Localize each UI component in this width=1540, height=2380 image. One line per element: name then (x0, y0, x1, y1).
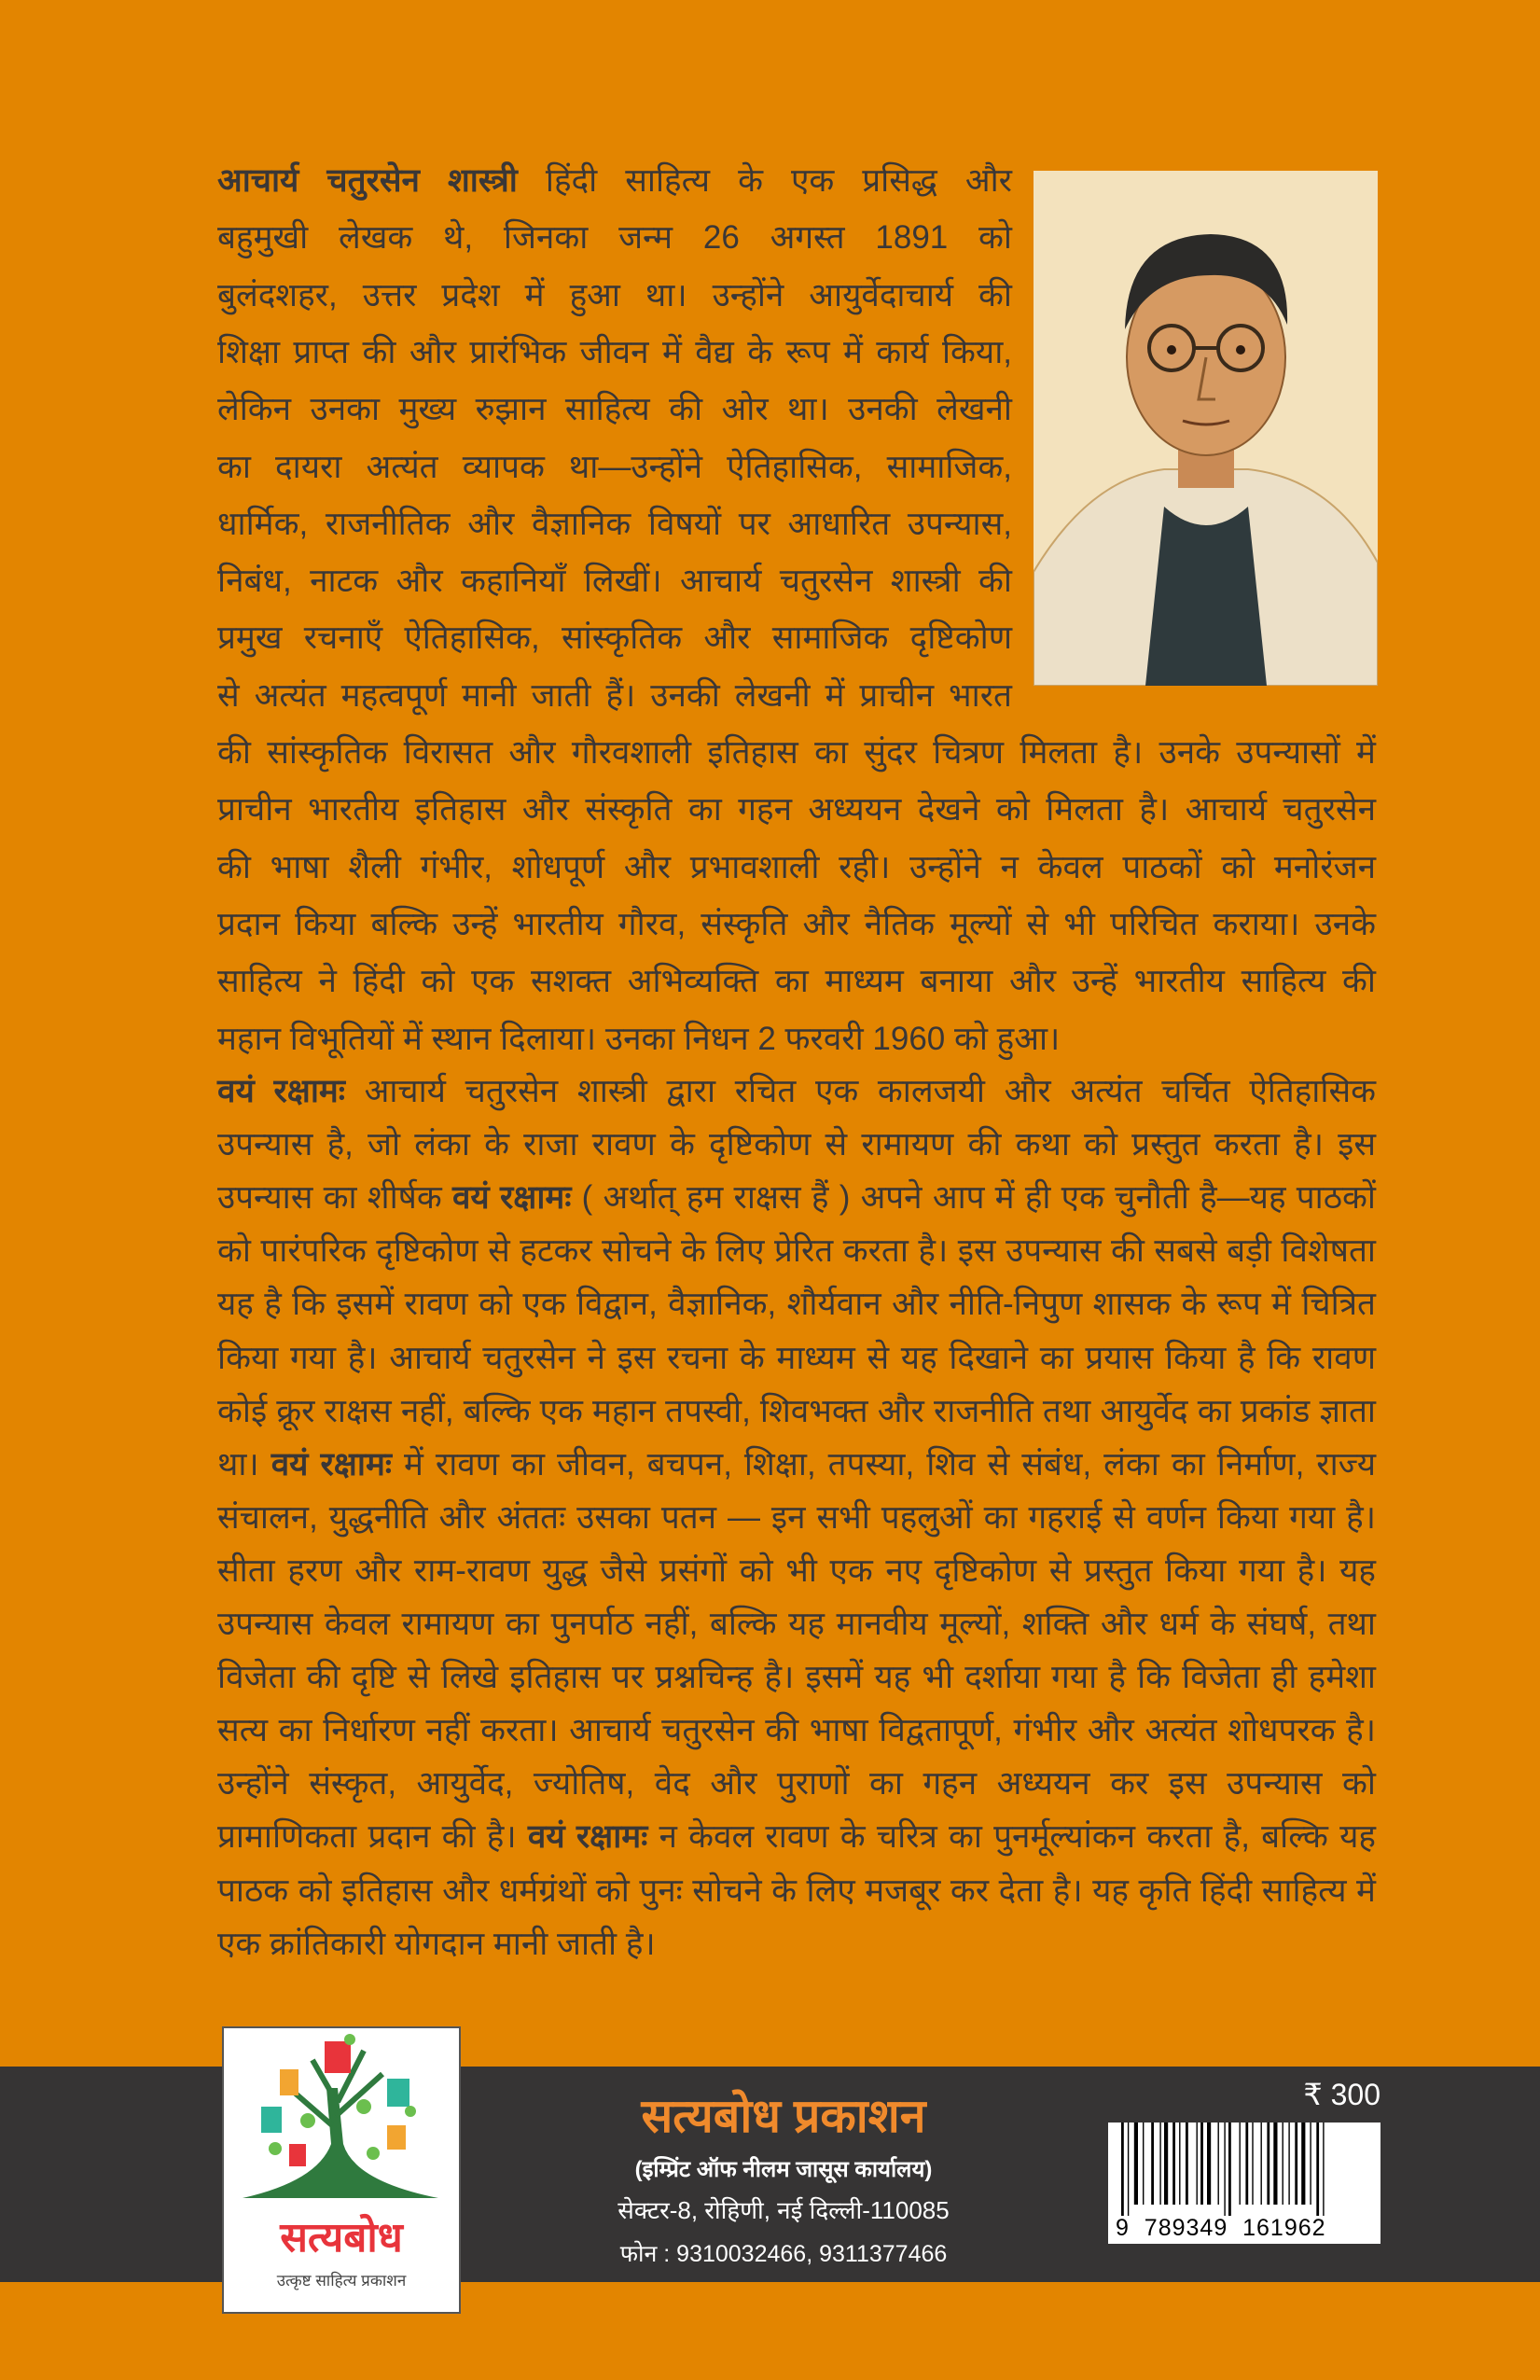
barcode-bar (1121, 2123, 1124, 2216)
logo-name: सत्यबोध (280, 2215, 403, 2261)
text-segment: की सांस्कृतिक विरासत और गौरवशाली इतिहास का सुंदर चित्रण मिलता है। उनके उपन्यासों में (217, 734, 1376, 771)
text-segment: उपन्यास का शीर्षक (217, 1179, 452, 1217)
barcode-bar (1200, 2123, 1203, 2205)
text-segment: था। (217, 1445, 271, 1482)
text-line (217, 1117, 1376, 1173)
barcode-bar (1295, 2123, 1297, 2205)
text-segment: उपन्यास है, जो लंका के राजा रावण के दृष्टिकोण से रामायण की कथा को प्रस्तुत करता है। इस (217, 1126, 1376, 1163)
text-line (217, 1276, 1376, 1332)
barcode-bar (1143, 2123, 1144, 2205)
text-segment: साहित्य ने हिंदी को एक सशक्त अभिव्यक्ति का माध्यम बनाया और उन्हें भारतीय साहित्य की (217, 963, 1376, 1000)
text-line (217, 325, 1012, 381)
text-segment: ( अर्थात् हम राक्षस हैं ) अपने आप में ही एक चुनौती है—यह पाठकों (571, 1179, 1376, 1217)
text-line (217, 1223, 1376, 1279)
text-line (217, 1437, 1376, 1493)
barcode-bar (1197, 2123, 1198, 2205)
text-segment: कोई क्रूर राक्षस नहीं, बल्कि एक महान तपस्वी, शिवभक्त और राजनीति तथा आयुर्वेद का प्रकांड ज्ञाता (217, 1392, 1376, 1429)
text-line (217, 782, 1376, 838)
barcode-bar (1224, 2123, 1225, 2216)
text-segment: उपन्यास केवल रामायण का पुनर्पाठ नहीं, बल्कि यह मानवीय मूल्यों, शक्ति और धर्म के संघर्ष, तथा (217, 1606, 1376, 1642)
text-segment: सीता हरण और राम-रावण युद्ध जैसे प्रसंगों को भी एक नए दृष्टिकोण से प्रस्तुत किया गया है। यह (217, 1552, 1376, 1589)
text-line (217, 382, 1012, 438)
text-line (217, 1490, 1376, 1546)
text-line (217, 1703, 1376, 1759)
publisher-imprint: (इम्प्रिंट ऑफ नीलम जासूस कार्यालय) (634, 2157, 933, 2182)
barcode-bar (1288, 2123, 1289, 2205)
text-line (217, 725, 1376, 781)
text-segment: शिक्षा प्राप्त की और प्रारंभिक जीवन में वैद्य के रूप में कार्य किया, (217, 333, 1012, 370)
author-portrait (1034, 171, 1378, 686)
barcode-bar (1128, 2123, 1129, 2216)
text-line (217, 1596, 1376, 1652)
text-line (217, 1330, 1376, 1386)
text-line (217, 1863, 1376, 1919)
isbn-barcode (1108, 2123, 1380, 2244)
book-title-emphasis: वयं रक्षामः (217, 1073, 345, 1109)
text-line (217, 553, 1012, 609)
barcode-bar (1240, 2123, 1241, 2205)
book-tree-icon (224, 2032, 459, 2209)
barcode-icon (1117, 2123, 1371, 2216)
barcode-bar (1245, 2123, 1248, 2205)
text-segment: में रावण का जीवन, बचपन, शिक्षा, तपस्या, शिव से संबंध, लंका का निर्माण, राज्य (391, 1445, 1377, 1482)
barcode-bar (1172, 2123, 1175, 2205)
book-title-emphasis: आचार्य चतुरसेन शास्त्री (217, 162, 518, 199)
price: ₹ 300 (1303, 2078, 1380, 2111)
barcode-bar (1134, 2123, 1138, 2205)
text-line (217, 1649, 1376, 1705)
barcode-bar (1273, 2123, 1277, 2205)
text-segment: से अत्यंत महत्वपूर्ण मानी जाती हैं। उनकी लेखनी में प्राचीन भारत (217, 676, 1012, 714)
text-segment: बुलंदशहर, उत्तर प्रदेश में हुआ था। उन्होंने आयुर्वेदाचार्य की (217, 276, 1012, 313)
barcode-bar (1310, 2123, 1311, 2205)
text-segment: किया गया है। आचार्य चतुरसेन ने इस रचना के माध्यम से यह दिखाने का प्रयास किया है कि रावण (217, 1339, 1376, 1376)
text-line (217, 668, 1012, 724)
text-line (217, 1064, 1376, 1120)
barcode-bar (1261, 2123, 1262, 2205)
text-segment: को पारंपरिक दृष्टिकोण से हटकर सोचने के लिए प्रेरित करता है। इस उपन्यास की सबसे बड़ी विशेषता (217, 1232, 1376, 1270)
text-segment: बहुमुखी लेखक थे, जिनका जन्म 26 अगस्त 1891 को (217, 219, 1012, 257)
text-segment: लेकिन उनका मुख्य रुझान साहित्य की ओर था। उनकी लेखनी (217, 391, 1012, 428)
text-line (217, 1011, 1376, 1067)
text-segment: यह है कि इसमें रावण को एक विद्वान, वैज्ञानिक, शौर्यवान और नीति-निपुण शासक के रूप में चित्रित (217, 1286, 1376, 1323)
barcode-bar (1316, 2123, 1319, 2216)
text-line (217, 1543, 1376, 1599)
book-title-emphasis: वयं रक्षामः (271, 1445, 392, 1482)
text-line (217, 439, 1012, 495)
text-line (217, 268, 1012, 324)
text-segment: हिंदी साहित्य के एक प्रसिद्ध और (517, 162, 1012, 199)
text-line (217, 953, 1376, 1009)
barcode-bar (1301, 2123, 1305, 2205)
publisher-phone: फोन : 9310032466, 9311377466 (619, 2241, 948, 2267)
barcode-bar (1164, 2123, 1168, 2205)
publisher-logo (222, 2026, 461, 2314)
barcode-bar (1179, 2123, 1180, 2205)
barcode-bar (1207, 2123, 1211, 2205)
text-line (217, 610, 1012, 666)
text-segment: प्रामाणिकता प्रदान की है। (217, 1818, 528, 1856)
author-portrait-illustration (1034, 171, 1378, 686)
text-segment: विजेता की दृष्टि से लिखे इतिहास पर प्रश्नचिन्ह है। इसमें यह भी दर्शाया गया है कि विजेता ही हमेशा (217, 1659, 1376, 1696)
text-segment: निबंध, नाटक और कहानियाँ लिखीं। आचार्य चतुरसेन शास्त्री की (217, 563, 1012, 600)
text-segment: का दायरा अत्यंत व्यापक था—उन्होंने ऐतिहासिक, सामाजिक, (217, 448, 1012, 485)
barcode-bar (1252, 2123, 1253, 2205)
publisher-name: सत्यबोध प्रकाशन (641, 2090, 926, 2142)
text-line (217, 897, 1376, 953)
text-line (217, 496, 1012, 552)
text-line (217, 153, 1012, 209)
logo-tagline: उत्कृष्ट साहित्य प्रकाशन (276, 2272, 407, 2290)
barcode-bar (1159, 2123, 1160, 2205)
book-title-emphasis: वयं रक्षामः (451, 1179, 572, 1217)
text-segment: एक क्रांतिकारी योगदान मानी जाती है। (217, 1925, 656, 1962)
publisher-address: सेक्टर-8, रोहिणी, नई दिल्ली-110085 (617, 2196, 950, 2224)
barcode-bar (1267, 2123, 1269, 2205)
text-segment: प्राचीन भारतीय इतिहास और संस्कृति का गहन अध्ययन देखने को मिलता है। आचार्य चतुरसेन (217, 791, 1376, 828)
text-segment: उन्होंने संस्कृत, आयुर्वेद, ज्योतिष, वेद और पुराणों का गहन अध्ययन कर इस उपन्यास को (217, 1765, 1376, 1802)
text-segment: धार्मिक, राजनीतिक और वैज्ञानिक विषयों पर आधारित उपन्यास, (217, 505, 1012, 542)
text-segment: सत्य का निर्धारण नहीं करता। आचार्य चतुरसेन की भाषा विद्वतापूर्ण, गंभीर और अत्यंत शोधपरक है। (217, 1712, 1376, 1749)
barcode-bar (1228, 2123, 1231, 2216)
barcode-bar (1186, 2123, 1188, 2205)
barcode-bar (1151, 2123, 1154, 2205)
text-segment: पाठक को इतिहास और धर्मग्रंथों को पुनः सोचने के लिए मजबूर कर देता है। यह कृति हिंदी साहित्य में (217, 1872, 1376, 1909)
text-line (217, 1756, 1376, 1812)
text-line (217, 210, 1012, 266)
book-title-emphasis: वयं रक्षामः (527, 1818, 648, 1856)
text-line (217, 1809, 1376, 1865)
text-segment: की भाषा शैली गंभीर, शोधपूर्ण और प्रभावशाली रही। उन्होंने न केवल पाठकों को मनोरंजन (217, 848, 1376, 885)
text-segment: आचार्य चतुरसेन शास्त्री द्वारा रचित एक कालजयी और अत्यंत चर्चित ऐतिहासिक (344, 1073, 1376, 1109)
text-segment: संचालन, युद्धनीति और अंततः उसका पतन — इन सभी पहलुओं का गहराई से वर्णन किया गया है। (217, 1498, 1376, 1536)
text-segment: प्रदान किया बल्कि उन्हें भारतीय गौरव, संस्कृति और नैतिक मूल्यों से भी परिचित कराया। उनके (217, 905, 1376, 942)
text-line (217, 1916, 1376, 1972)
text-segment: न केवल रावण के चरित्र का पुनर्मूल्यांकन करता है, बल्कि यह (647, 1818, 1376, 1856)
text-segment: महान विभूतियों में स्थान दिलाया। उनका निधन 2 फरवरी 1960 को हुआ। (217, 1020, 1061, 1057)
text-line (217, 1170, 1376, 1226)
isbn-number: 9 789349 161962 (1116, 2215, 1326, 2241)
barcode-bar (1323, 2123, 1324, 2216)
text-segment: प्रमुख रचनाएँ ऐतिहासिक, सांस्कृतिक और सामाजिक दृष्टिकोण (217, 619, 1012, 657)
text-line (217, 840, 1376, 896)
text-line (217, 1384, 1376, 1440)
barcode-bar (1218, 2123, 1219, 2205)
